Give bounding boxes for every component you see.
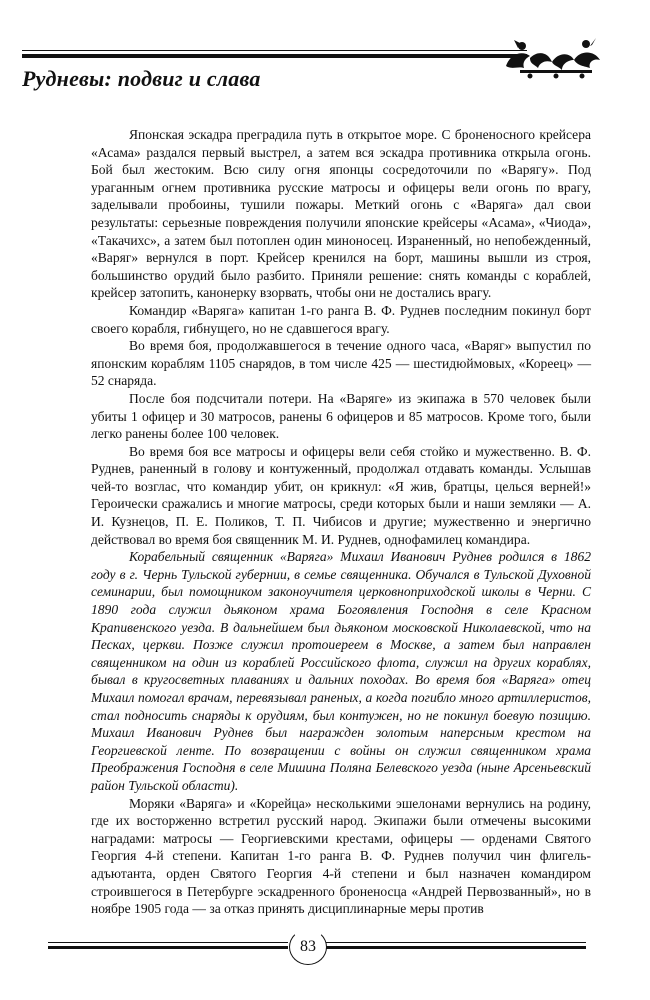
body-paragraph: После боя подсчитали потери. На «Варяге» из экипажа в 570 человек были убиты 1 офицер и 30 матросов, ранены 6 офицеров и 85 матросов. Кроме того, были легко ранены более 100 человек. [91,390,591,442]
body-paragraph: Во время боя, продолжавшегося в течение одного часа, «Варяг» выпустил по японским кораблям 1105 снарядов, в том числе 425 — шестидюймовых, «Кореец» — 52 снаряда. [91,338,591,389]
biography-note: Корабельный священник «Варяга» Михаил Иванович Руднев родился в 1862 году в г. Чернь Тульской губернии, в семье священника. Обучался в Тульской Духовной семинарии, был помощником законоучителя церковноприходской школы в Черни. С 1890 года служил дьяконом храма Богоявления Господня в селе Красном Крапивенского уезда. В дальнейшем был дьяконом московской Николаевской, что на Песках, церкви. Позже служил протоиереем в Москве, а затем был направлен священником на один из кораблей Российского флота, служил на других кораблях, бывал в кругосветных плаваниях и дальних походах. Во время боя «Варяга» отец Михаил помогал врачам, перевязывал раненых, а когда погибло много артиллеристов, стал подносить снаряды к орудиям, был контужен, но не покинул боевую позицию. Михаил Иванович Руднев был награжден золотым наперсным крестом на Георгиевской ленте. По возвращении с войны он служил священником храма Преображения Господня в селе Мишина Поляна Белевского уезда (ныне Арсеньевский район Тульской области). [91,549,591,793]
header-rule-thick [22,54,527,58]
page-number: 83 [300,938,316,955]
body-paragraph: Японская эскадра преградила путь в открытое море. С броненосного крейсера «Асама» раздался первый выстрел, а затем вся эскадра противника открыла огонь. Бой был жестоким. Всю силу огня японцы сосредоточили по «Варягу». Под ураганным огнем противника русские матросы и офицеры вели огонь по врагу, заделывали пробоины, тушили пожары. Меткий огонь с «Варяга» дал свои результаты: серьезные повреждения получили японские крейсеры «Асама», «Чиода», «Такачихс», а затем был потоплен один миноносец. Израненный, но непобежденный, «Варяг» вернулся в порт. Крейсер кренился на борт, машины вышли из строя, большинство орудий было разбито. Приняли решение: снять команды с кораблей, крейсер затопить, канонерку взорвать, чтобы они не достались врагу. [91,127,591,301]
body-paragraph: Командир «Варяга» капитан 1-го ранга В. Ф. Руднев последним покинул борт своего корабля, гибнущего, но не сдавшегося врагу. [91,302,591,336]
page-number-badge [289,929,327,965]
body-paragraph: Во время боя все матросы и офицеры вели себя стойко и мужественно. В. Ф. Руднев, раненный в голову и контуженный, продолжал отдавать команды. Услышав чей-то возглас, что командир убит, он крикнул: «Я жив, братцы, целься верней!» Героически сражались и многие матросы, среди которых были и наши земляки — А. И. Кузнецов, П. Е. Поликов, Т. П. Чибисов и другие; мужественно и энергично действовал во время боя священник М. И. Руднев, однофамилец командира. [91,443,591,547]
header-rule-thin [22,50,527,51]
article-body [91,126,591,918]
folk-ornament-icon [500,36,610,81]
footer-rule-left-thick [48,946,288,949]
footer-rule-left-thin [48,942,288,943]
running-title: Рудневы: подвиг и слава [22,66,261,91]
footer-rule-right-thin [326,942,586,943]
body-paragraph: Моряки «Варяга» и «Корейца» несколькими эшелонами вернулись на родину, где их восторженно встретил русский народ. Экипажи были отмечены высокими наградами: матросы — Георгиевскими крестами, офицеры — орденами Святого Георгия 4-й степени. Капитан 1-го ранга В. Ф. Руднев получил чин флигель-адъютанта, орден Святого Георгия 4-й степени и был назначен командиром строившегося в Петербурге эскадренного броненосца «Андрей Первозванный», но в ноябре 1905 года — за отказ принять дисциплинарные меры против [91,795,591,917]
footer-rule-right-thick [326,946,586,949]
